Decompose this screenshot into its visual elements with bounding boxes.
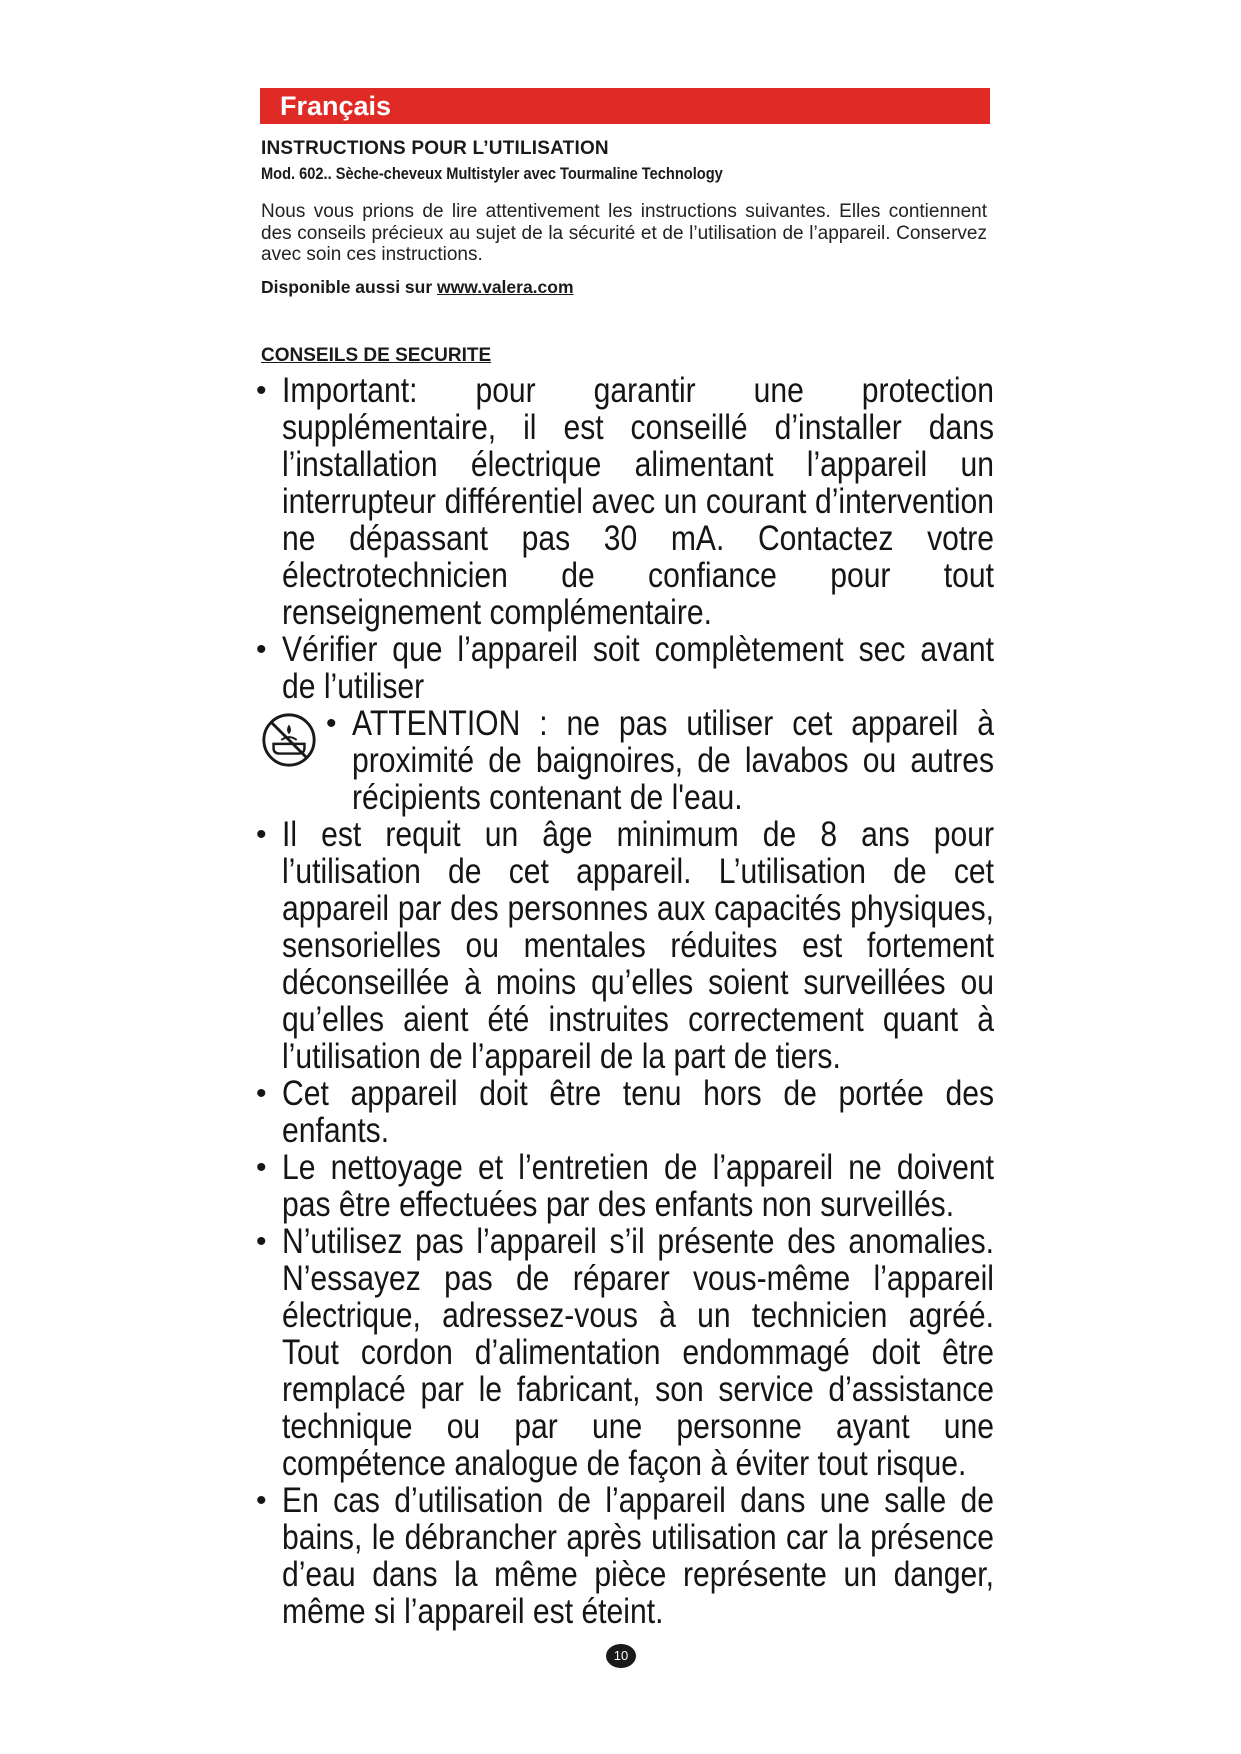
list-item-text: Important: pour garantir une protection supplémentaire, il est conseillé d’installer dans l’installation électrique alimentant l’appareil un interrupteur différentiel avec un courant d’intervention ne dépassant pas 30 mA. Contactez votre électrotechnicien de confiance pour tout renseignement complémentaire. xyxy=(282,371,994,632)
bullet: • xyxy=(326,707,337,740)
list-item-text: Cet appareil doit être tenu hors de portée des enfants. xyxy=(282,1074,994,1150)
model-title: Mod. 602.. Sèche-cheveux Multistyler avec Tourmaline Technology xyxy=(261,164,723,183)
list-item xyxy=(256,1149,994,1223)
availability-line xyxy=(261,277,574,298)
list-item-text: Il est requit un âge minimum de 8 ans pour l’utilisation de cet appareil. L’utilisation de cet appareil par des personnes aux capacités physiques, sensorielles ou mentales réduites est fortement déconseillée à moins qu’elles soient surveillées ou qu’elles aient été instruites correctement quant à l’utilisation de l’appareil de la part de tiers. xyxy=(282,815,994,1076)
bullet: • xyxy=(256,1225,267,1258)
list-item-text: En cas d’utilisation de l’appareil dans une salle de bains, le débrancher après utilisation car la présence d’eau dans la même pièce représente un danger, même si l’appareil est éteint. xyxy=(282,1481,994,1631)
bullet: • xyxy=(256,374,267,407)
bullet: • xyxy=(256,633,267,666)
list-item xyxy=(256,631,994,705)
list-item-warning xyxy=(256,705,994,816)
availability-label: Disponible aussi sur xyxy=(261,277,433,297)
bullet: • xyxy=(256,818,267,851)
safety-list xyxy=(256,372,994,1630)
page-number: 10 xyxy=(606,1644,636,1668)
list-item xyxy=(256,1223,994,1482)
instructions-heading: INSTRUCTIONS POUR L’UTILISATION xyxy=(261,138,609,159)
language-bar xyxy=(260,88,990,124)
list-item xyxy=(256,1075,994,1149)
list-item-text: ATTENTION : ne pas utiliser cet appareil à proximité de baignoires, de lavabos ou autres récipients contenant de l'eau. xyxy=(352,704,995,817)
bullet: • xyxy=(256,1484,267,1517)
list-item-text: Le nettoyage et l’entretien de l’appareil ne doivent pas être effectuées par des enfants non surveillés. xyxy=(282,1148,994,1224)
safety-section-title: CONSEILS DE SECURITE xyxy=(261,345,492,366)
list-item-text: N’utilisez pas l’appareil s’il présente des anomalies. N’essayez pas de réparer vous-même l’appareil électrique, adressez-vous à un technicien agréé. Tout cordon d’alimentation endommagé doit être remplacé par le fabricant, son service d’assistance technique ou par une personne ayant une compétence analogue de façon à éviter tout risque. xyxy=(282,1222,994,1483)
list-item xyxy=(256,1482,994,1630)
language-label: Français xyxy=(280,91,392,121)
list-item xyxy=(256,372,994,631)
website-link[interactable]: www.valera.com xyxy=(437,277,574,297)
list-item-text: Vérifier que l’appareil soit complètement sec avant de l’utiliser xyxy=(282,630,994,706)
no-water-bathtub-icon xyxy=(260,711,318,769)
list-item xyxy=(256,816,994,1075)
bullet: • xyxy=(256,1151,267,1184)
bullet: • xyxy=(256,1077,267,1110)
intro-paragraph: Nous vous prions de lire attentivement les instructions suivantes. Elles contiennent des conseils précieux au sujet de la sécurité et de l’utilisation de l’appareil. Conservez avec soin ces instructions. xyxy=(261,201,987,265)
